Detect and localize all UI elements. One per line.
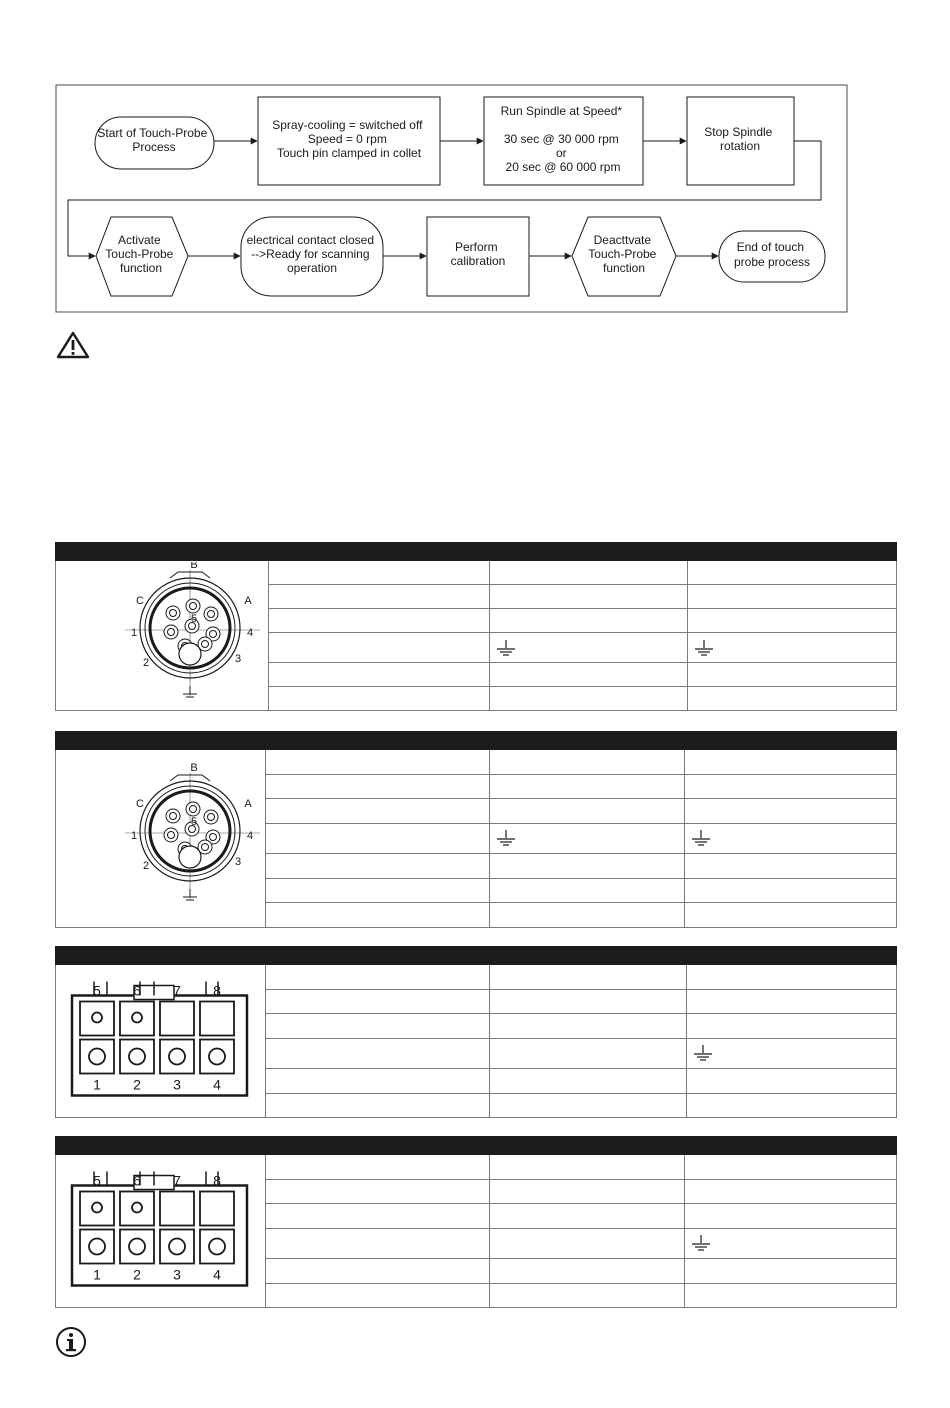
connector-pin-label: 7 (173, 982, 181, 999)
table-cell (490, 989, 687, 1014)
table-cell (685, 750, 897, 775)
connector-pin-label: 4 (246, 627, 254, 639)
contact-line-3: operation (286, 261, 338, 275)
connector-pin-label: 1 (130, 627, 138, 639)
table-cell (685, 878, 897, 903)
table-cell (490, 965, 687, 990)
table-cell (490, 903, 685, 928)
table-cell (266, 1069, 490, 1094)
table-cell (490, 878, 685, 903)
table-cell (490, 1014, 687, 1039)
table-cell (688, 585, 897, 609)
table-cell (688, 561, 897, 585)
activate-line-3: function (119, 261, 163, 275)
table-cell (269, 663, 490, 687)
connector-pin-label: 5 (93, 982, 101, 999)
touch-probe-flowchart (0, 0, 950, 320)
table-cell (490, 1228, 685, 1259)
table-cell (490, 1259, 685, 1284)
table-cell (688, 609, 897, 633)
connector-pin-label: 6 (133, 1172, 141, 1189)
table-header-cell (687, 947, 897, 965)
table-cell (490, 1204, 685, 1229)
warning-triangle-icon (56, 331, 90, 359)
connector-pin-label: B (190, 761, 198, 774)
table-cell (490, 561, 688, 585)
table-header-row (56, 947, 897, 965)
ground-symbol-icon (693, 1045, 713, 1061)
table-cell (687, 1014, 897, 1039)
table-header-cell (688, 543, 897, 561)
contact-line-2: -->Ready for scanning (251, 247, 370, 261)
table-cell (687, 1093, 897, 1118)
table-cell (490, 774, 685, 799)
table-cell (685, 854, 897, 879)
round-connector-diagram (56, 562, 266, 706)
table-cell (687, 1038, 897, 1069)
calibration-line-1: Perform (454, 240, 498, 254)
connector-pin-label: A (244, 595, 252, 607)
cooling-line-1: Spray-cooling = switched off (272, 118, 423, 132)
table-header-cell (685, 732, 897, 750)
run-spindle-line-1: Run Spindle at Speed* (500, 104, 623, 118)
table-cell (490, 1283, 685, 1308)
table-cell (687, 989, 897, 1014)
table-header-row (56, 1137, 897, 1155)
table-cell (490, 1038, 687, 1069)
table-header-cell (269, 543, 490, 561)
table-header-cell (266, 947, 490, 965)
activate-line-1: Activate (117, 233, 161, 247)
connector-pin-label: 1 (130, 829, 138, 842)
table-cell (490, 1093, 687, 1118)
table-cell (266, 823, 490, 854)
table-cell (490, 799, 685, 824)
connector-pin-label: 1 (93, 1076, 101, 1093)
table-cell (685, 1179, 897, 1204)
connector-pin-label: 4 (213, 1266, 221, 1283)
pinout-table (55, 946, 897, 1118)
table-row (56, 561, 897, 585)
contact-line-1: electrical contact closed (246, 233, 375, 247)
connector-pin-label: A (244, 797, 252, 810)
connector-pin-label: 3 (173, 1076, 181, 1093)
connector-image-cell (56, 965, 266, 1118)
connector-pin-label: 2 (133, 1266, 141, 1283)
table-cell (685, 1228, 897, 1259)
table-cell (688, 663, 897, 687)
stop-spindle-line-1: Stop Spindle (704, 125, 773, 139)
connector-pin-label: 5 (190, 815, 198, 828)
rect-connector-diagram (56, 966, 266, 1113)
ground-symbol-icon (694, 640, 714, 656)
activate-line-2: Touch-Probe (105, 247, 174, 261)
connector-pin-label: C (136, 797, 144, 810)
table-cell (490, 663, 688, 687)
connector-pin-label: 2 (142, 657, 150, 669)
connector-pin-label: 7 (173, 1172, 181, 1189)
cooling-line-2: Speed = 0 rpm (307, 132, 387, 146)
svg-text:Run Spindle at Speed* 30 s (501, 104, 626, 174)
table-cell (490, 750, 685, 775)
table-cell (490, 687, 688, 711)
table-cell (266, 750, 490, 775)
table-cell (490, 1069, 687, 1094)
ground-symbol-icon (691, 1235, 711, 1251)
table-cell (685, 1204, 897, 1229)
pinout-table (55, 731, 897, 928)
connector-pin-label: 3 (234, 855, 242, 868)
connector-pin-label: 5 (190, 613, 198, 625)
deactivate-line-2: Touch-Probe (588, 247, 657, 261)
table-cell (688, 687, 897, 711)
connector-pin-label: 8 (213, 1172, 221, 1189)
table-cell (685, 799, 897, 824)
table-header-cell (490, 947, 687, 965)
table-cell (685, 903, 897, 928)
connector-pin-label: 2 (133, 1076, 141, 1093)
table-row (56, 1155, 897, 1180)
table-cell (687, 1069, 897, 1094)
table-header-cell (56, 543, 269, 561)
connector-pin-label: 4 (213, 1076, 221, 1093)
table-cell (266, 1228, 490, 1259)
deactivate-line-1: Deacttvate (593, 233, 652, 247)
table-cell (266, 965, 490, 990)
table-header-cell (266, 1137, 490, 1155)
connector-pin-label: C (136, 595, 144, 607)
table-header-cell (266, 732, 490, 750)
table-cell (266, 774, 490, 799)
table-cell (266, 799, 490, 824)
table-row (56, 965, 897, 990)
rect-connector-diagram (56, 1156, 266, 1303)
table-header-cell (490, 543, 688, 561)
table-header-cell (56, 947, 266, 965)
table-cell (687, 965, 897, 990)
end-line-1: End of touch (736, 240, 805, 254)
table-cell (269, 561, 490, 585)
table-cell (266, 1014, 490, 1039)
cooling-line-3: Touch pin clamped in collet (276, 146, 422, 160)
connector-pin-label: 3 (173, 1266, 181, 1283)
start-line-2: Process (132, 140, 176, 154)
table-cell (685, 1259, 897, 1284)
table-header-cell (685, 1137, 897, 1155)
table-cell (685, 774, 897, 799)
table-cell (490, 823, 685, 854)
connector-image-cell (56, 561, 269, 711)
deactivate-line-3: function (602, 261, 646, 275)
end-line-2: probe process (733, 255, 811, 269)
table-cell (266, 854, 490, 879)
pinout-table (55, 1136, 897, 1308)
table-cell (490, 1179, 685, 1204)
round-connector-diagram (56, 751, 266, 923)
table-cell (269, 585, 490, 609)
connector-pin-label: 5 (93, 1172, 101, 1189)
table-cell (266, 1283, 490, 1308)
ground-symbol-icon (496, 830, 516, 846)
connector-image-cell (56, 1155, 266, 1308)
ground-symbol-icon (496, 640, 516, 656)
table-cell (688, 633, 897, 663)
table-cell (266, 903, 490, 928)
table-cell (685, 1283, 897, 1308)
connector-pin-label: 8 (213, 982, 221, 999)
table-cell (490, 1155, 685, 1180)
table-header-cell (490, 732, 685, 750)
connector-pin-label: 2 (142, 859, 150, 872)
svg-text:Perform calibration (451, 240, 506, 268)
table-cell (266, 1179, 490, 1204)
connector-image-cell (56, 750, 266, 928)
table-header-row (56, 543, 897, 561)
table-header-cell (56, 732, 266, 750)
table-cell (269, 609, 490, 633)
table-row (56, 750, 897, 775)
table-cell (266, 1259, 490, 1284)
table-header-row (56, 732, 897, 750)
table-cell (490, 854, 685, 879)
run-spindle-line-3: 30 sec @ 30 000 rpm (503, 132, 619, 146)
run-spindle-line-5: 20 sec @ 60 000 rpm (505, 160, 621, 174)
table-cell (685, 823, 897, 854)
table-cell (266, 1204, 490, 1229)
svg-text:End of touch probe process (734, 240, 810, 269)
info-circle-icon (55, 1326, 87, 1358)
connector-pin-label: 4 (246, 829, 254, 842)
table-header-cell (490, 1137, 685, 1155)
start-line-1: Start of Touch-Probe (97, 126, 208, 140)
connector-pin-label: 1 (93, 1266, 101, 1283)
table-cell (266, 878, 490, 903)
table-header-cell (56, 1137, 266, 1155)
table-cell (266, 1038, 490, 1069)
connector-pin-label: 6 (133, 982, 141, 999)
table-cell (490, 633, 688, 663)
table-cell (266, 989, 490, 1014)
table-cell (490, 585, 688, 609)
connector-pin-label: B (190, 562, 198, 571)
table-cell (266, 1155, 490, 1180)
ground-symbol-icon (691, 830, 711, 846)
table-cell (269, 633, 490, 663)
table-cell (266, 1093, 490, 1118)
run-spindle-line-4: or (555, 146, 567, 160)
connector-pin-label: 3 (234, 653, 242, 665)
table-cell (685, 1155, 897, 1180)
table-cell (269, 687, 490, 711)
table-cell (490, 609, 688, 633)
pinout-table (55, 542, 897, 711)
stop-spindle-line-2: rotation (719, 139, 761, 153)
calibration-line-2: calibration (450, 254, 506, 268)
